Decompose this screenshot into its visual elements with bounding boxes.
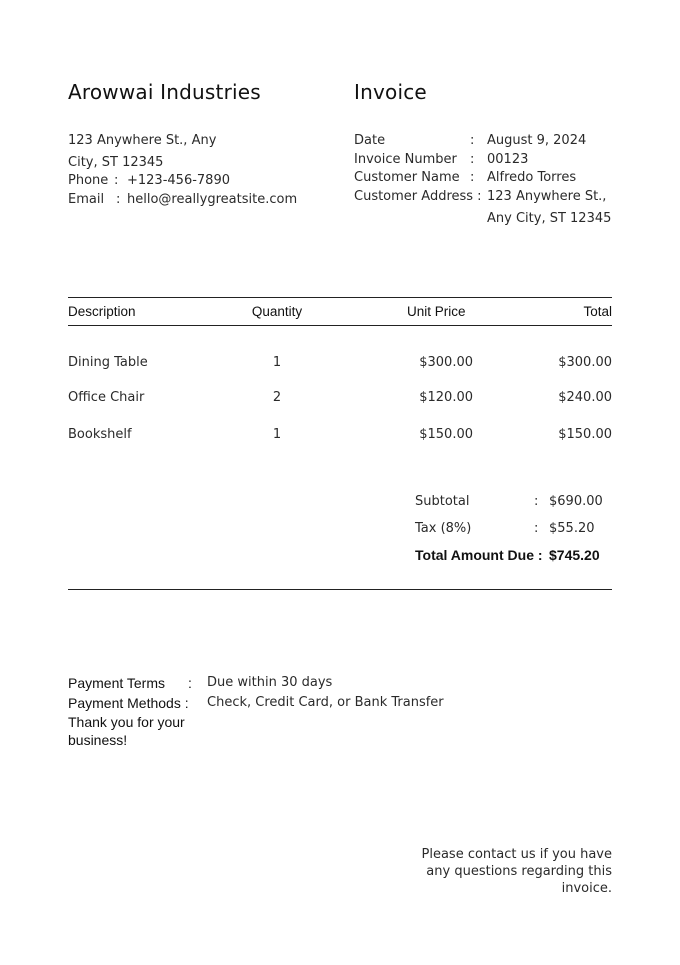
payment-methods-label: Payment Methods : [68, 695, 189, 711]
company-phone: +123-456-7890 [127, 173, 230, 188]
column-header-quantity: Quantity [251, 304, 303, 319]
customer-name-separator: : [470, 170, 475, 185]
column-header-total: Total [583, 304, 612, 319]
total-due-value: $745.20 [549, 547, 600, 563]
column-header-unit-price: Unit Price [407, 304, 466, 319]
invoice-number-separator: : [470, 152, 475, 167]
company-phone-label: Phone [68, 173, 109, 188]
customer-address-label: Customer Address : [354, 189, 482, 204]
total-due-label: Total Amount Due : [415, 547, 543, 563]
tax-separator: : [534, 521, 539, 536]
subtotal-value: $690.00 [549, 494, 603, 509]
subtotal-separator: : [534, 494, 539, 509]
payment-terms-label: Payment Terms [68, 675, 165, 691]
payment-terms-value: Due within 30 days [207, 675, 333, 690]
contact-note-line2: any questions regarding this [426, 864, 612, 879]
thank-you-line1: Thank you for your [68, 714, 185, 730]
row-description: Office Chair [68, 390, 145, 405]
invoice-number: 00123 [487, 152, 529, 167]
invoice-date-label: Date [354, 133, 386, 148]
customer-address-line1: 123 Anywhere St., [487, 189, 607, 204]
company-address-line2: City, ST 12345 [68, 155, 164, 170]
column-header-description: Description [68, 304, 136, 319]
row-total: $240.00 [558, 390, 612, 405]
contact-note-line3: invoice. [561, 881, 612, 896]
invoice-title: Invoice [354, 80, 427, 104]
company-email-separator: : [116, 192, 121, 207]
invoice-date-separator: : [470, 133, 475, 148]
row-quantity: 1 [272, 427, 282, 442]
row-unit-price: $300.00 [419, 355, 473, 370]
row-unit-price: $120.00 [419, 390, 473, 405]
tax-label: Tax (8%) [415, 521, 472, 536]
company-email: hello@reallygreatsite.com [127, 192, 298, 207]
row-total: $150.00 [558, 427, 612, 442]
invoice-date: August 9, 2024 [487, 133, 587, 148]
row-description: Dining Table [68, 355, 148, 370]
company-address-line1: 123 Anywhere St., Any [68, 133, 217, 148]
customer-name: Alfredo Torres [487, 170, 577, 185]
customer-address-line2: Any City, ST 12345 [487, 211, 612, 226]
row-total: $300.00 [558, 355, 612, 370]
row-quantity: 1 [272, 355, 282, 370]
table-header-rule [68, 325, 612, 326]
thank-you-line2: business! [68, 732, 128, 748]
row-quantity: 2 [272, 390, 282, 405]
invoice-number-label: Invoice Number [354, 152, 457, 167]
payment-terms-separator: : [188, 675, 192, 691]
payment-methods-value: Check, Credit Card, or Bank Transfer [207, 695, 444, 710]
company-phone-separator: : [114, 173, 119, 188]
company-email-label: Email [68, 192, 105, 207]
table-top-rule [68, 297, 612, 298]
summary-bottom-rule [68, 589, 612, 590]
contact-note-line1: Please contact us if you have [421, 847, 612, 862]
company-name: Arowwai Industries [68, 80, 261, 104]
subtotal-label: Subtotal [415, 494, 470, 509]
row-description: Bookshelf [68, 427, 132, 442]
row-unit-price: $150.00 [419, 427, 473, 442]
customer-name-label: Customer Name [354, 170, 460, 185]
tax-value: $55.20 [549, 521, 595, 536]
